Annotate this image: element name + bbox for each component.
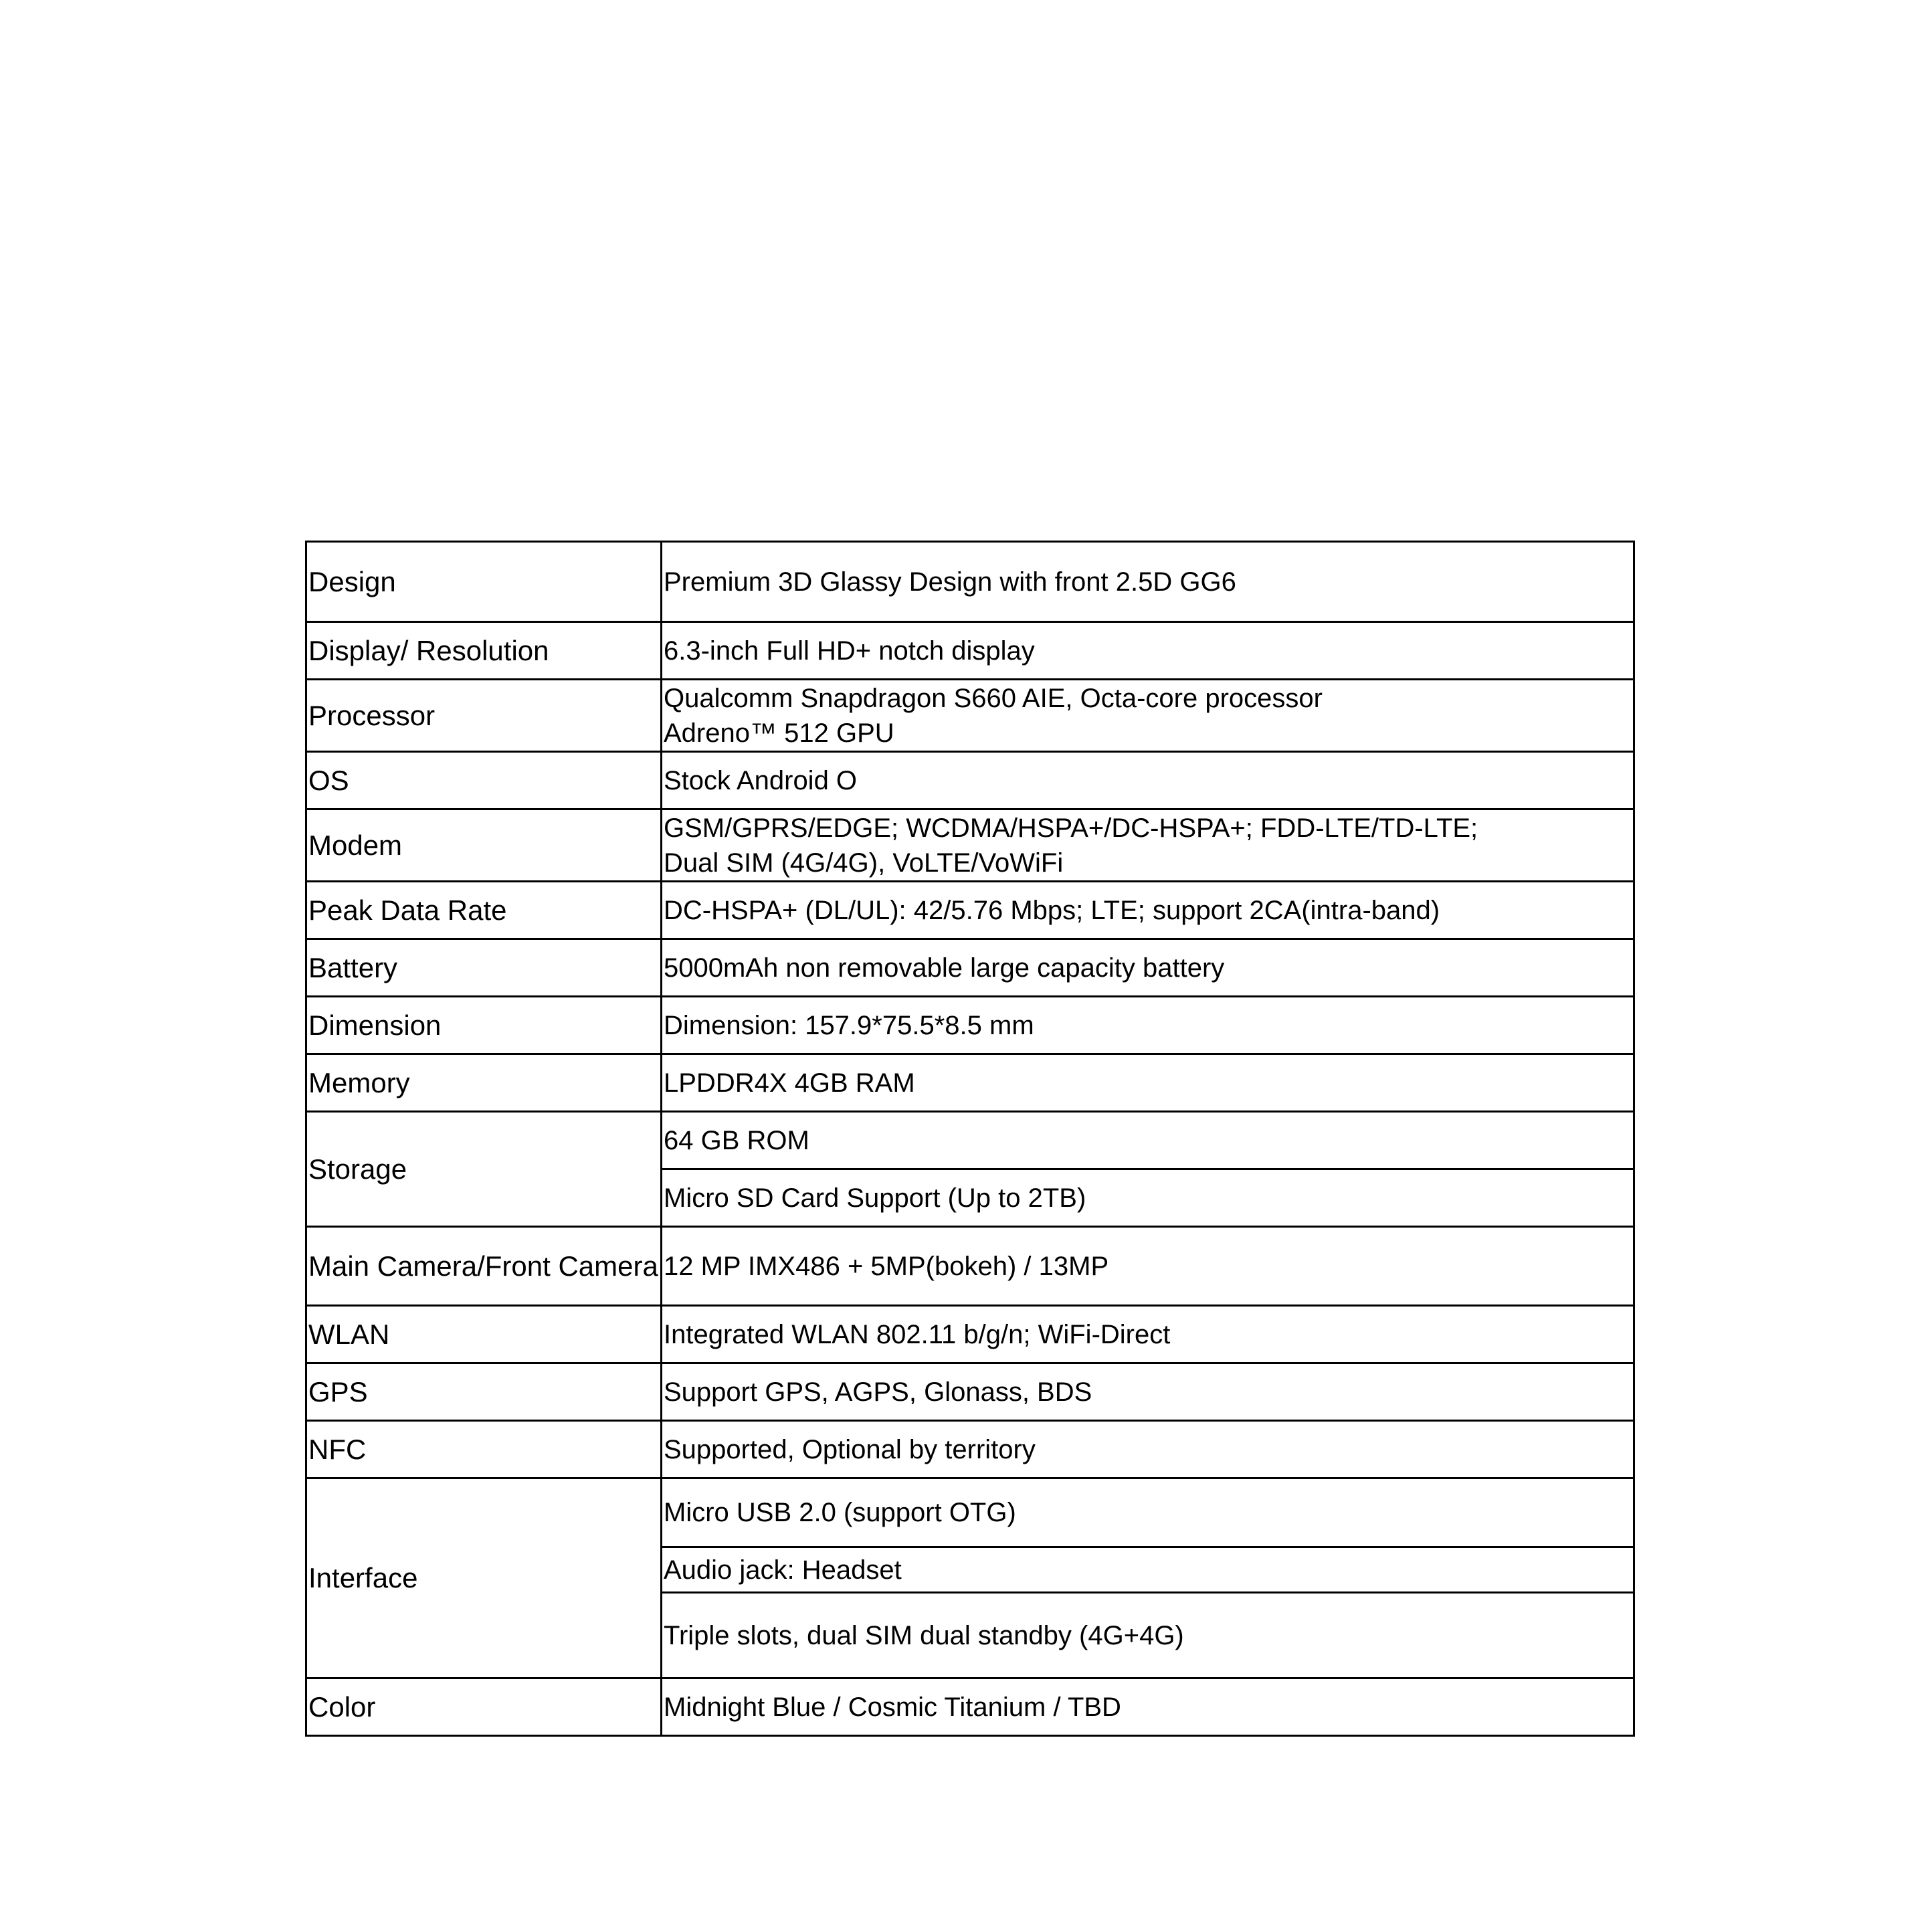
spec-value: 12 MP IMX486 + 5MP(bokeh) / 13MP (662, 1227, 1634, 1306)
spec-label: NFC (306, 1421, 662, 1478)
spec-row-os (306, 752, 1634, 809)
spec-value: Integrated WLAN 802.11 b/g/n; WiFi-Direct (662, 1306, 1634, 1363)
spec-label: Memory (306, 1054, 662, 1112)
spec-value: Micro USB 2.0 (support OTG) (662, 1478, 1634, 1547)
spec-value: Premium 3D Glassy Design with front 2.5D GG6 (662, 542, 1634, 622)
spec-value: Support GPS, AGPS, Glonass, BDS (662, 1363, 1634, 1421)
spec-value: Midnight Blue / Cosmic Titanium / TBD (662, 1678, 1634, 1736)
spec-label: Storage (306, 1112, 662, 1227)
spec-value-line: Adreno™ 512 GPU (664, 718, 894, 748)
spec-value: Stock Android O (662, 752, 1634, 809)
spec-value: 6.3-inch Full HD+ notch display (662, 622, 1634, 680)
spec-value: 64 GB ROM (662, 1112, 1634, 1169)
spec-label: Display/ Resolution (306, 622, 662, 680)
spec-label: Battery (306, 939, 662, 997)
spec-value-line: Dual SIM (4G/4G), VoLTE/VoWiFi (664, 848, 1064, 878)
spec-value: Micro SD Card Support (Up to 2TB) (662, 1169, 1634, 1227)
spec-value: Audio jack: Headset (662, 1547, 1634, 1593)
spec-value: 5000mAh non removable large capacity battery (662, 939, 1634, 997)
spec-label: Dimension (306, 997, 662, 1054)
spec-value: Triple slots, dual SIM dual standby (4G+4G) (662, 1593, 1634, 1678)
spec-row-color (306, 1678, 1634, 1736)
spec-value-line: Qualcomm Snapdragon S660 AIE, Octa-core processor (664, 683, 1323, 713)
spec-row-processor (306, 680, 1634, 752)
spec-value-line: GSM/GPRS/EDGE; WCDMA/HSPA+/DC-HSPA+; FDD-LTE/TD-LTE; (664, 813, 1478, 843)
spec-label: Interface (306, 1478, 662, 1678)
spec-row-battery (306, 939, 1634, 997)
spec-row-modem (306, 809, 1634, 882)
spec-row-camera (306, 1227, 1634, 1306)
spec-label: Design (306, 542, 662, 622)
spec-row-nfc (306, 1421, 1634, 1478)
spec-row-peak-data-rate (306, 882, 1634, 939)
spec-table (305, 541, 1635, 1737)
spec-row-display (306, 622, 1634, 680)
spec-label: WLAN (306, 1306, 662, 1363)
spec-value: Dimension: 157.9*75.5*8.5 mm (662, 997, 1634, 1054)
spec-label: GPS (306, 1363, 662, 1421)
spec-row-storage (306, 1112, 1634, 1169)
spec-row-design (306, 542, 1634, 622)
spec-value: DC-HSPA+ (DL/UL): 42/5.76 Mbps; LTE; support 2CA(intra-band) (662, 882, 1634, 939)
spec-value (662, 680, 1634, 752)
spec-row-memory (306, 1054, 1634, 1112)
spec-label: Main Camera/Front Camera (306, 1227, 662, 1306)
spec-label: Processor (306, 680, 662, 752)
spec-label: Modem (306, 809, 662, 882)
spec-row-interface (306, 1478, 1634, 1547)
spec-label: OS (306, 752, 662, 809)
spec-row-dimension (306, 997, 1634, 1054)
spec-value: Supported, Optional by territory (662, 1421, 1634, 1478)
spec-label: Color (306, 1678, 662, 1736)
spec-row-wlan (306, 1306, 1634, 1363)
spec-value: LPDDR4X 4GB RAM (662, 1054, 1634, 1112)
spec-label: Peak Data Rate (306, 882, 662, 939)
spec-row-gps (306, 1363, 1634, 1421)
spec-value (662, 809, 1634, 882)
